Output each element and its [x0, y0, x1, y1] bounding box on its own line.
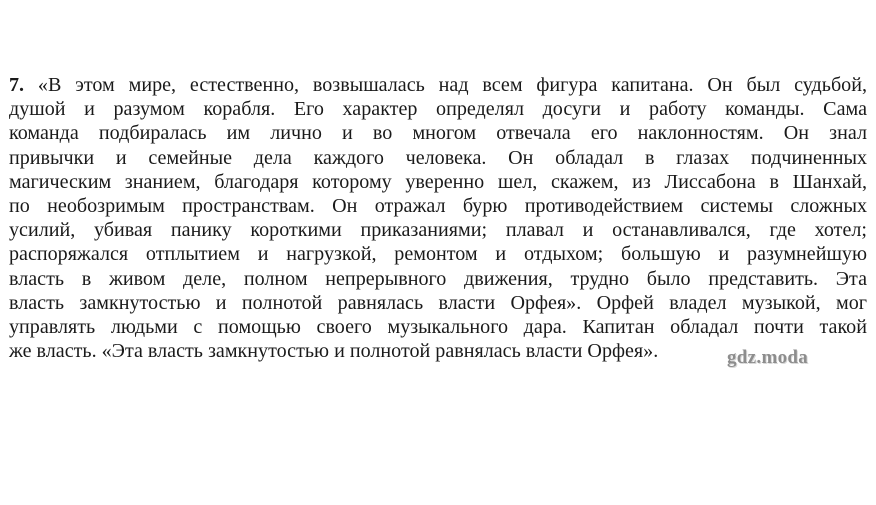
text-line [9, 73, 867, 97]
text-line: же власть. «Эта власть замкнутостью и полнотой равнялась власти Орфея». [9, 340, 659, 363]
text-line: привычки и семейные дела каждого человека. Он обладал в глазах подчиненных [9, 146, 867, 169]
text-line: власть замкнутостью и полнотой равнялась власти Орфея». Орфей владел музыкой, мог [9, 291, 867, 314]
text-line: магическим знанием, благодаря которому уверенно шел, скажем, из Лиссабона в Шанхай, [9, 170, 867, 193]
exercise-text [9, 73, 867, 363]
exercise-number: 7. [9, 74, 25, 96]
text-line: по необозримым пространствам. Он отражал бурю противодействием системы сложных [9, 194, 867, 217]
text-line: команда подбиралась им лично и во многом отвечала его наклонностям. Он знал [9, 122, 867, 145]
text-line: власть в живом деле, полном непрерывного движения, трудно было представить. Эта [9, 267, 867, 290]
text-line: распоряжался отплытием и нагрузкой, ремонтом и отдыхом; большую и разумнейшую [9, 243, 867, 266]
text-line-content: «В этом мире, естественно, возвышалась над всем фигура капитана. Он был судьбой, [24, 74, 867, 96]
watermark: gdz.moda [727, 347, 809, 368]
text-line: душой и разумом корабля. Его характер определял досуги и работу команды. Сама [9, 98, 867, 121]
text-line: управлять людьми с помощью своего музыкального дара. Капитан обладал почти такой [9, 315, 867, 338]
text-line: усилий, убивая панику короткими приказаниями; плавал и останавливался, где хотел; [9, 219, 867, 242]
